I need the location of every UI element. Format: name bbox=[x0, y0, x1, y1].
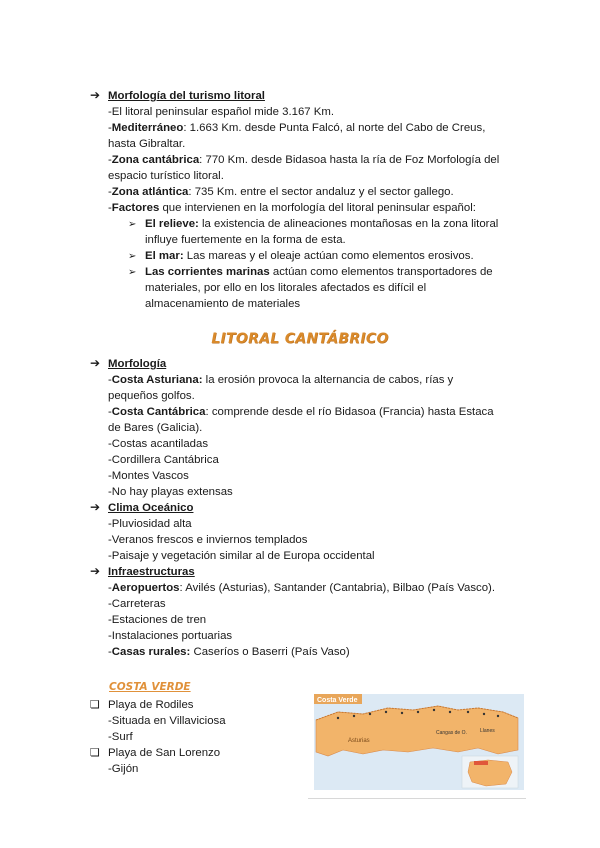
text-line: influye fuertemente en la forma de esta. bbox=[145, 234, 346, 246]
text-corrientes: Las corrientes marinas actúan como elementos transportadores de bbox=[145, 266, 493, 278]
heading-infraestructuras: Infraestructuras bbox=[108, 566, 195, 578]
text-line: almacenamiento de materiales bbox=[145, 298, 301, 310]
list-item: -Montes Vascos bbox=[108, 470, 189, 482]
text-factores: -Factores que intervienen en la morfología del litoral peninsular español: bbox=[108, 202, 476, 214]
list-item: -Pluviosidad alta bbox=[108, 518, 192, 530]
list-item: -Surf bbox=[108, 731, 133, 743]
text-line: pequeños golfos. bbox=[108, 390, 195, 402]
text-aeropuertos: -Aeropuertos: Avilés (Asturias), Santander (Cantabria), Bilbao (País Vasco). bbox=[108, 582, 496, 594]
list-item: -Veranos frescos e inviernos templados bbox=[108, 534, 308, 546]
map-city-label: Cangas de O. bbox=[436, 730, 467, 736]
text-mar: El mar: Las mareas y el oleaje actúan como elementos erosivos. bbox=[145, 250, 474, 262]
text-costa-cantabrica: -Costa Cantábrica: comprende desde el río Bidasoa (Francia) hasta Estaca bbox=[108, 406, 494, 418]
list-item: -Costas acantiladas bbox=[108, 438, 209, 450]
costa-verde-map bbox=[308, 690, 526, 799]
checkbox-bullet-icon: ❏ bbox=[90, 747, 100, 759]
map-region-label: Asturias bbox=[348, 738, 370, 744]
triangle-bullet-icon: ➢ bbox=[128, 251, 137, 262]
text-costa-asturiana: -Costa Asturiana: la erosión provoca la alternancia de cabos, rías y bbox=[108, 374, 454, 386]
text-casas-rurales: -Casas rurales: Caseríos o Baserri (País Vaso) bbox=[108, 646, 350, 658]
text-line: -El litoral peninsular español mide 3.167 Km. bbox=[108, 106, 335, 118]
list-item: -Situada en Villaviciosa bbox=[108, 715, 226, 727]
text-relieve: El relieve: la existencia de alineaciones montañosas en la zona litoral bbox=[145, 218, 499, 230]
text-line: hasta Gibraltar. bbox=[108, 138, 186, 150]
text-line: materiales, por ello en los litorales afectados es difícil el bbox=[145, 282, 427, 294]
map-title: Costa Verde bbox=[317, 697, 358, 704]
list-item: -Paisaje y vegetación similar al de Europa occidental bbox=[108, 550, 375, 562]
section-title-litoral-cantabrico: LITORAL CANTÁBRICO bbox=[211, 331, 389, 347]
arrow-bullet-icon: ➔ bbox=[90, 564, 101, 578]
triangle-bullet-icon: ➢ bbox=[128, 219, 137, 230]
list-item: -Carreteras bbox=[108, 598, 166, 610]
list-item: -Instalaciones portuarias bbox=[108, 630, 233, 642]
map-city-label: Llanes bbox=[480, 728, 495, 734]
arrow-bullet-icon: ➔ bbox=[90, 88, 101, 102]
heading-morfologia: Morfología bbox=[108, 358, 167, 370]
list-item: -Estaciones de tren bbox=[108, 614, 207, 626]
arrow-bullet-icon: ➔ bbox=[90, 500, 101, 514]
text-line: de Bares (Galicia). bbox=[108, 422, 203, 434]
heading-clima: Clima Oceánico bbox=[108, 502, 194, 514]
heading-morfologia-turismo: Morfología del turismo litoral bbox=[108, 90, 265, 102]
list-item: -Cordillera Cantábrica bbox=[108, 454, 219, 466]
text-zona-cantabrica: -Zona cantábrica: 770 Km. desde Bidasoa hasta la ría de Foz Morfología del bbox=[108, 154, 500, 166]
arrow-bullet-icon: ➔ bbox=[90, 356, 101, 370]
text-mediterraneo: -Mediterráneo: 1.663 Km. desde Punta Falcó, al norte del Cabo de Creus, bbox=[108, 122, 486, 134]
checkbox-bullet-icon: ❏ bbox=[90, 699, 100, 711]
list-item-playa: Playa de San Lorenzo bbox=[108, 747, 221, 759]
list-item-playa: Playa de Rodiles bbox=[108, 699, 194, 711]
list-item: -No hay playas extensas bbox=[108, 486, 233, 498]
list-item: -Gijón bbox=[108, 763, 139, 775]
text-zona-atlantica: -Zona atlántica: 735 Km. entre el sector andaluz y el sector gallego. bbox=[108, 186, 454, 198]
map-illustration bbox=[308, 690, 526, 798]
triangle-bullet-icon: ➢ bbox=[128, 267, 137, 278]
text-line: espacio turístico litoral. bbox=[108, 170, 224, 182]
subtitle-costa-verde: COSTA VERDE bbox=[109, 681, 191, 693]
